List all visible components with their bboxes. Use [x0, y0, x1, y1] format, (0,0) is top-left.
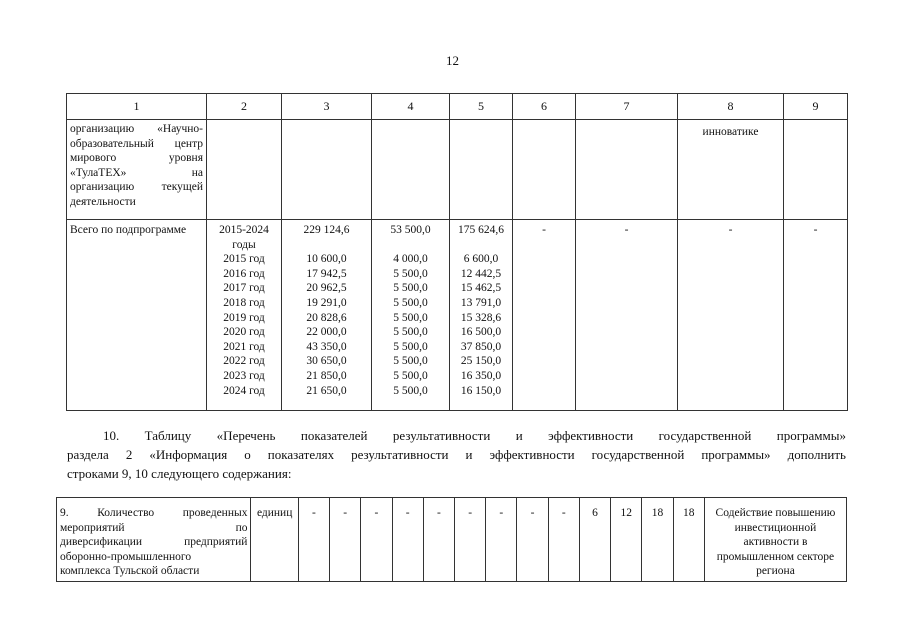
- header-cell: 1: [67, 94, 207, 120]
- total-funding-cell: 229 124,6 10 600,0 17 942,5 20 962,5 19 291,0 20 828,6 22 000,0 43 350,0 30 650,0 21 850,0 21 650,0: [282, 220, 372, 411]
- indicators-table: [56, 497, 847, 582]
- value-cell: 18: [673, 498, 704, 582]
- funding-col4-cell: 53 500,0 4 000,0 5 500,0 5 500,0 5 500,0 5 500,0 5 500,0 5 500,0 5 500,0 5 500,0 5 500,0: [372, 220, 450, 411]
- header-cell: 8: [678, 94, 784, 120]
- value-cell: -: [517, 498, 548, 582]
- dash-cell: -: [513, 220, 576, 411]
- header-cell: 5: [450, 94, 513, 120]
- value-cell: -: [330, 498, 361, 582]
- org-description-cell: организацию «Научно- образовательный центр мирового уровня «ТулаТЕХ» на организацию текущей деятельности: [67, 120, 207, 220]
- value-cell: -: [455, 498, 486, 582]
- dash-cell: -: [576, 220, 678, 411]
- header-cell: 4: [372, 94, 450, 120]
- value-cell: -: [486, 498, 517, 582]
- table-row: [67, 120, 848, 220]
- table-row: [67, 220, 848, 411]
- value-cell: 18: [642, 498, 673, 582]
- header-cell: 9: [784, 94, 848, 120]
- table-row: [57, 498, 847, 582]
- total-label-cell: Всего по подпрограмме: [67, 220, 207, 411]
- dash-cell: -: [784, 220, 848, 411]
- header-cell: 2: [207, 94, 282, 120]
- value-cell: -: [548, 498, 579, 582]
- value-cell: 6: [579, 498, 610, 582]
- value-cell: -: [392, 498, 423, 582]
- value-cell: 12: [611, 498, 642, 582]
- dash-cell: -: [678, 220, 784, 411]
- funding-col5-cell: 175 624,6 6 600,0 12 442,5 15 462,5 13 791,0 15 328,6 16 500,0 37 850,0 25 150,0 16 350,0 16 150,0: [450, 220, 513, 411]
- header-cell: 6: [513, 94, 576, 120]
- header-cell: 3: [282, 94, 372, 120]
- years-cell: 2015-2024 годы 2015 год 2016 год 2017 год 2018 год 2019 год 2020 год 2021 год 2022 год 2023 год 2024 год: [207, 220, 282, 411]
- table-header-row: [67, 94, 848, 120]
- subprogram-table: [66, 93, 848, 411]
- result-cell: инноватике: [678, 120, 784, 220]
- page-number: 12: [446, 53, 459, 68]
- header-cell: 7: [576, 94, 678, 120]
- indicator-name-cell: 9. Количество проведенных мероприятий по диверсификации предприятий оборонно-промышленного комплекса Тульской области: [57, 498, 251, 582]
- value-cell: -: [423, 498, 454, 582]
- amendment-paragraph: 10. Таблицу «Перечень показателей результативности и эффективности государственной программы» раздела 2 «Информация о показателях результативности и эффективности государственной программы» дополнить строками 9, 10 следующего содержания:: [67, 428, 846, 481]
- expected-result-cell: Содействие повышению инвестиционной активности в промышленном секторе региона: [704, 498, 846, 582]
- value-cell: -: [298, 498, 329, 582]
- value-cell: -: [361, 498, 392, 582]
- unit-cell: единиц: [251, 498, 298, 582]
